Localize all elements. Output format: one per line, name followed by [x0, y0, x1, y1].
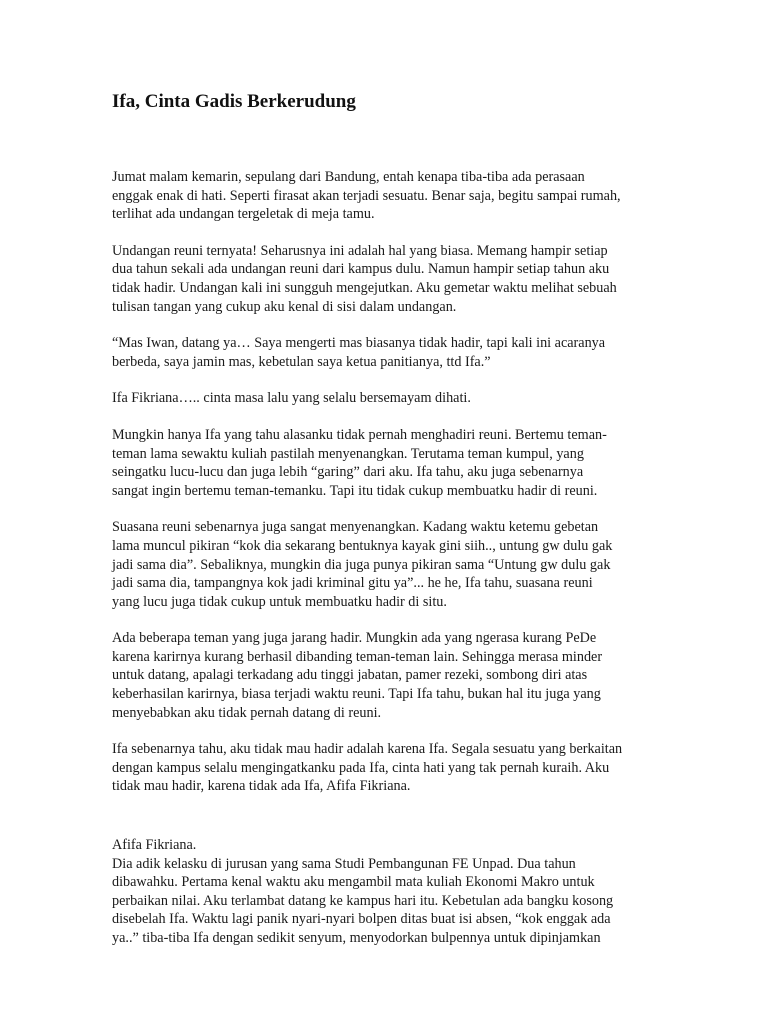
document-body — [112, 168, 652, 948]
paragraph-5: Mungkin hanya Ifa yang tahu alasanku tidak pernah menghadiri reuni. Bertemu teman- teman lama sewaktu kuliah pastilah menyenangkan. Terutama teman kumpul, yang seingatku lucu-lucu dan juga lebih “garing” dari aku. Ifa tahu, aku juga sebenarnya sangat ingin bertemu teman-temanku. Tapi itu tidak cukup membuatku hadir di reuni. — [112, 426, 607, 499]
paragraph-3: “Mas Iwan, datang ya… Saya mengerti mas biasanya tidak hadir, tapi kali ini acaranya berbeda, saya jamin mas, kebetulan saya ketua panitianya, ttd Ifa.” — [112, 335, 606, 370]
paragraph-1: Jumat malam kemarin, sepulang dari Bandung, entah kenapa tiba-tiba ada perasaan enggak enak di hati. Seperti firasat akan terjadi sesuatu. Benar saja, begitu sampai rumah, terlihat ada undangan tergeletak di meja tamu. — [112, 169, 621, 223]
paragraph-4: Ifa Fikriana….. cinta masa lalu yang selalu bersemayam dihati. — [112, 390, 471, 407]
document-title: Ifa, Cinta Gadis Berkerudung — [112, 91, 356, 112]
paragraph-6: Suasana reuni sebenarnya juga sangat menyenangkan. Kadang waktu ketemu gebetan lama muncul pikiran “kok dia sekarang bentuknya kayak gini siih.., untung gw dulu gak jadi sama dia”. Sebaliknya, mungkin dia juga punya pikiran sama “Untung gw dulu gak jadi sama dia, tampangnya kok jadi kriminal gitu ya”... he he, Ifa tahu, suasana reuni yang lucu juga tidak cukup untuk membuatku hadir di situ. — [112, 519, 613, 610]
paragraph-9: Afifa Fikriana. Dia adik kelasku di jurusan yang sama Studi Pembangunan FE Unpad. Dua tahun dibawahku. Pertama kenal waktu aku mengambil mata kuliah Ekonomi Makro untuk perbaikan nilai. Aku terlambat datang ke kampus hari itu. Kebetulan ada bangku kosong disebelah Ifa. Waktu lagi panik nyari-nyari bolpen ditas buat isi absen, “kok enggak ada ya..” tiba-tiba Ifa dengan sedikit senyum, menyodorkan bulpennya untuk dipinjamkan — [112, 837, 614, 946]
paragraph-2: Undangan reuni ternyata! Seharusnya ini adalah hal yang biasa. Memang hampir setiap dua tahun sekali ada undangan reuni dari kampus dulu. Namun hampir setiap tahun aku tidak hadir. Undangan kali ini sungguh mengejutkan. Aku gemetar waktu melihat sebuah tulisan tangan yang cukup aku kenal di sisi dalam undangan. — [112, 242, 617, 315]
paragraph-8: Ifa sebenarnya tahu, aku tidak mau hadir adalah karena Ifa. Segala sesuatu yang berkaitan dengan kampus selalu mengingatkanku pada Ifa, cinta hati yang tak pernah kuraih. Aku tidak mau hadir, karena tidak ada Ifa, Afifa Fikriana. — [112, 741, 623, 795]
paragraph-7: Ada beberapa teman yang juga jarang hadir. Mungkin ada yang ngerasa kurang PeDe karena karirnya kurang berhasil dibanding teman-teman lain. Sehingga merasa minder untuk datang, apalagi terkadang adu tinggi jabatan, pamer rezeki, sombong diri atas keberhasilan karirnya, biasa terjadi waktu reuni. Tapi Ifa tahu, bukan hal itu juga yang menyebabkan aku tidak pernah datang di reuni. — [112, 630, 603, 721]
